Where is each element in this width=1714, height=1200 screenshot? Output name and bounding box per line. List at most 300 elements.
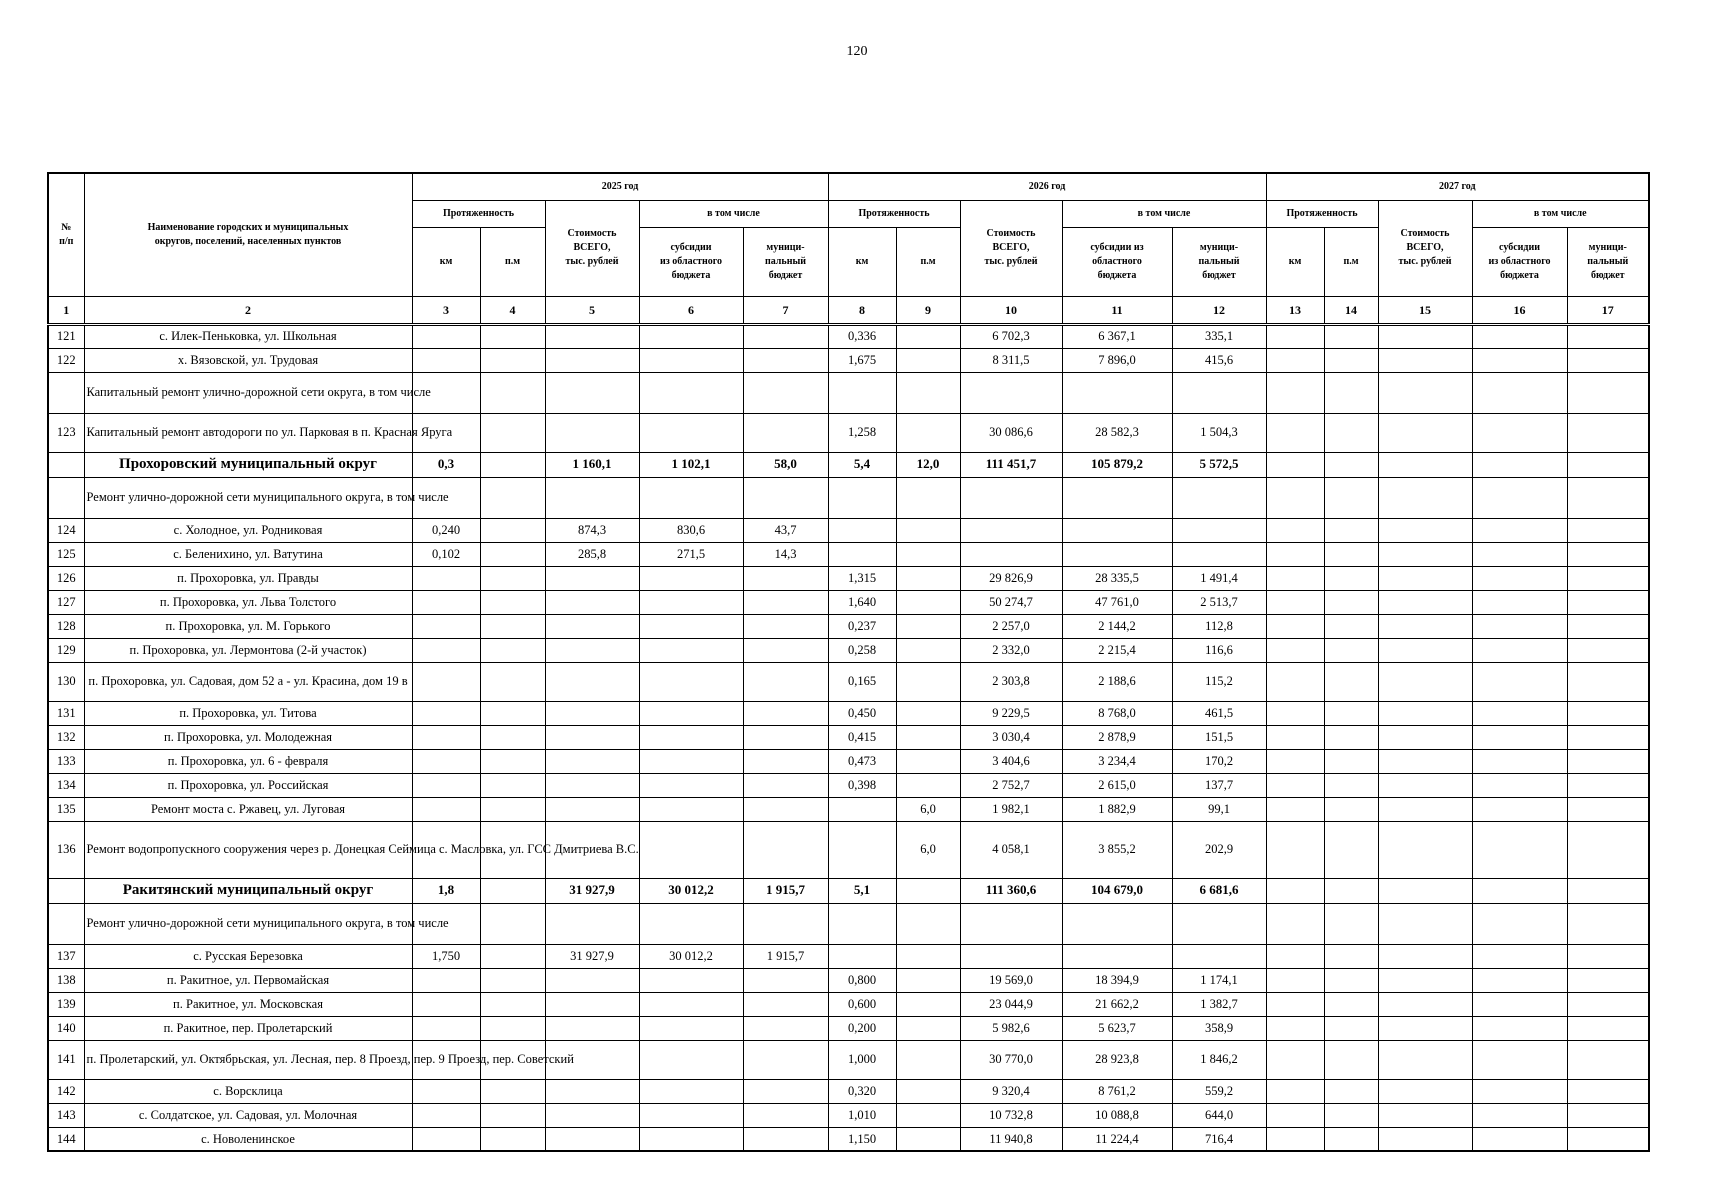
cell-col-11: 3 234,4: [1062, 749, 1172, 773]
cell-col-6: 830,6: [639, 518, 743, 542]
cell-col-7: [743, 797, 828, 821]
cell-col-10: [960, 372, 1062, 413]
header-including-2025: в том числе: [639, 200, 828, 227]
cell-col-15: [1378, 773, 1472, 797]
cell-col-16: [1472, 797, 1567, 821]
cell-col-8: [828, 944, 896, 968]
cell-col-3: [412, 725, 480, 749]
cell-col-17: [1567, 566, 1649, 590]
table-row: [48, 821, 1649, 878]
table-row: [48, 1103, 1649, 1127]
header-year-2026: 2026 год: [828, 173, 1266, 200]
cell-col-13: [1266, 452, 1324, 477]
cell-col-5: [545, 797, 639, 821]
header-name: Наименование городских и муниципальных округов, поселений, населенных пунктов: [84, 173, 412, 296]
settlement-name: п. Прохоровка, ул. Титова: [84, 701, 412, 725]
cell-col-8: 1,675: [828, 348, 896, 372]
cell-col-15: [1378, 372, 1472, 413]
cell-col-13: [1266, 903, 1324, 944]
cell-col-4: [480, 614, 545, 638]
cell-col-7: [743, 1040, 828, 1079]
cell-col-16: [1472, 566, 1567, 590]
cell-col-14: [1324, 773, 1378, 797]
cell-col-11: [1062, 944, 1172, 968]
cell-col-8: 1,315: [828, 566, 896, 590]
cell-col-10: 10 732,8: [960, 1103, 1062, 1127]
settlement-name: Капитальный ремонт автодороги по ул. Парковая в п. Красная Яруга: [84, 413, 412, 452]
column-number: 7: [743, 296, 828, 324]
cell-col-5: [545, 749, 639, 773]
cell-col-4: [480, 566, 545, 590]
cell-col-13: [1266, 518, 1324, 542]
cell-col-12: [1172, 944, 1266, 968]
table-row: [48, 638, 1649, 662]
cell-col-9: [896, 324, 960, 348]
cell-col-14: [1324, 701, 1378, 725]
cell-col-12: [1172, 903, 1266, 944]
cell-col-7: [743, 749, 828, 773]
cell-col-12: 99,1: [1172, 797, 1266, 821]
column-number: 12: [1172, 296, 1266, 324]
header-length-2026: Протяженность: [828, 200, 960, 227]
cell-col-11: 1 882,9: [1062, 797, 1172, 821]
table-row: [48, 542, 1649, 566]
cell-col-13: [1266, 566, 1324, 590]
table-header: [48, 173, 1649, 324]
cell-col-15: [1378, 1103, 1472, 1127]
cell-col-6: [639, 590, 743, 614]
table-row: [48, 773, 1649, 797]
cell-col-8: 1,258: [828, 413, 896, 452]
cell-col-5: [545, 372, 639, 413]
cell-col-11: [1062, 372, 1172, 413]
row-number: [48, 477, 84, 518]
cell-col-5: [545, 638, 639, 662]
cell-col-5: [545, 477, 639, 518]
cell-col-6: [639, 903, 743, 944]
cell-col-11: 104 679,0: [1062, 878, 1172, 903]
cell-col-6: [639, 797, 743, 821]
subheader-row: [48, 903, 1649, 944]
cell-col-8: 5,4: [828, 452, 896, 477]
cell-col-16: [1472, 542, 1567, 566]
cell-col-9: [896, 662, 960, 701]
header-municipal-2026: муници- пальный бюджет: [1172, 227, 1266, 296]
cell-col-6: [639, 992, 743, 1016]
cell-col-16: [1472, 518, 1567, 542]
cell-col-10: 11 940,8: [960, 1127, 1062, 1151]
cell-col-15: [1378, 477, 1472, 518]
cell-col-17: [1567, 725, 1649, 749]
settlement-name: п. Ракитное, ул. Первомайская: [84, 968, 412, 992]
cell-col-8: 0,320: [828, 1079, 896, 1103]
row-number: 144: [48, 1127, 84, 1151]
column-number: 15: [1378, 296, 1472, 324]
cell-col-13: [1266, 773, 1324, 797]
cell-col-7: [743, 413, 828, 452]
cell-col-8: 0,398: [828, 773, 896, 797]
row-number: 137: [48, 944, 84, 968]
cell-col-16: [1472, 452, 1567, 477]
cell-col-10: 29 826,9: [960, 566, 1062, 590]
cell-col-10: 3 030,4: [960, 725, 1062, 749]
cell-col-8: 0,237: [828, 614, 896, 638]
cell-col-3: [412, 1079, 480, 1103]
cell-col-14: [1324, 590, 1378, 614]
cell-col-6: [639, 1079, 743, 1103]
cell-col-4: [480, 518, 545, 542]
table-row: [48, 701, 1649, 725]
cell-col-10: 111 360,6: [960, 878, 1062, 903]
column-number: 8: [828, 296, 896, 324]
cell-col-7: [743, 773, 828, 797]
cell-col-16: [1472, 324, 1567, 348]
column-number: 14: [1324, 296, 1378, 324]
cell-col-15: [1378, 992, 1472, 1016]
cell-col-16: [1472, 773, 1567, 797]
cell-col-3: 1,8: [412, 878, 480, 903]
cell-col-4: [480, 372, 545, 413]
table-row: [48, 1079, 1649, 1103]
cell-col-6: [639, 725, 743, 749]
row-number: 124: [48, 518, 84, 542]
cell-col-16: [1472, 614, 1567, 638]
cell-col-3: [412, 968, 480, 992]
subheader-row: [48, 477, 1649, 518]
cell-col-5: 874,3: [545, 518, 639, 542]
cell-col-6: [639, 614, 743, 638]
cell-col-15: [1378, 968, 1472, 992]
cell-col-12: 5 572,5: [1172, 452, 1266, 477]
section-row: [48, 452, 1649, 477]
cell-col-17: [1567, 773, 1649, 797]
cell-col-3: [412, 1127, 480, 1151]
cell-col-9: [896, 968, 960, 992]
cell-col-9: [896, 701, 960, 725]
cell-col-7: [743, 1079, 828, 1103]
cell-col-8: 0,415: [828, 725, 896, 749]
cell-col-7: [743, 1016, 828, 1040]
cell-col-7: 1 915,7: [743, 944, 828, 968]
cell-col-5: [545, 324, 639, 348]
cell-col-13: [1266, 797, 1324, 821]
settlement-name: с. Беленихино, ул. Ватутина: [84, 542, 412, 566]
table-row: [48, 614, 1649, 638]
cell-col-6: [639, 324, 743, 348]
row-number: 133: [48, 749, 84, 773]
cell-col-3: 1,750: [412, 944, 480, 968]
cell-col-16: [1472, 701, 1567, 725]
settlement-name: п. Прохоровка, ул. Российская: [84, 773, 412, 797]
cell-col-12: 559,2: [1172, 1079, 1266, 1103]
cell-col-14: [1324, 542, 1378, 566]
cell-col-11: [1062, 518, 1172, 542]
cell-col-15: [1378, 821, 1472, 878]
cell-col-13: [1266, 590, 1324, 614]
cell-col-16: [1472, 1103, 1567, 1127]
row-number: [48, 903, 84, 944]
header-pm-2025: п.м: [480, 227, 545, 296]
settlement-name: с. Солдатское, ул. Садовая, ул. Молочная: [84, 1103, 412, 1127]
table-body: [48, 324, 1649, 1151]
cell-col-14: [1324, 821, 1378, 878]
cell-col-12: 115,2: [1172, 662, 1266, 701]
cell-col-11: 105 879,2: [1062, 452, 1172, 477]
settlement-name: п. Прохоровка, ул. Садовая, дом 52 а - ул. Красина, дом 19 в: [84, 662, 412, 701]
cell-col-15: [1378, 1040, 1472, 1079]
cell-col-11: 18 394,9: [1062, 968, 1172, 992]
subheader-row: [48, 372, 1649, 413]
cell-col-10: 6 702,3: [960, 324, 1062, 348]
cell-col-15: [1378, 749, 1472, 773]
column-number: 5: [545, 296, 639, 324]
cell-col-14: [1324, 1016, 1378, 1040]
table-row: [48, 413, 1649, 452]
cell-col-15: [1378, 638, 1472, 662]
cell-col-17: [1567, 1040, 1649, 1079]
cell-col-10: [960, 542, 1062, 566]
cell-col-11: 28 335,5: [1062, 566, 1172, 590]
cell-col-10: 50 274,7: [960, 590, 1062, 614]
row-number: 132: [48, 725, 84, 749]
cell-col-12: 358,9: [1172, 1016, 1266, 1040]
settlement-name: п. Прохоровка, ул. Правды: [84, 566, 412, 590]
cell-col-13: [1266, 968, 1324, 992]
cell-col-16: [1472, 1040, 1567, 1079]
cell-col-10: 23 044,9: [960, 992, 1062, 1016]
settlement-name: с. Русская Березовка: [84, 944, 412, 968]
row-number: 134: [48, 773, 84, 797]
cell-col-10: 19 569,0: [960, 968, 1062, 992]
cell-col-4: [480, 944, 545, 968]
cell-col-9: [896, 725, 960, 749]
cell-col-8: 0,800: [828, 968, 896, 992]
header-length-2027: Протяженность: [1266, 200, 1378, 227]
cell-col-8: 0,450: [828, 701, 896, 725]
cell-col-11: 2 144,2: [1062, 614, 1172, 638]
cell-col-4: [480, 638, 545, 662]
cell-col-4: [480, 878, 545, 903]
cell-col-9: 6,0: [896, 797, 960, 821]
cell-col-9: [896, 518, 960, 542]
cell-col-14: [1324, 518, 1378, 542]
cell-col-14: [1324, 638, 1378, 662]
cell-col-9: [896, 749, 960, 773]
cell-col-8: 0,200: [828, 1016, 896, 1040]
column-number: 10: [960, 296, 1062, 324]
header-km-2027: км: [1266, 227, 1324, 296]
column-number: 3: [412, 296, 480, 324]
cell-col-15: [1378, 878, 1472, 903]
cell-col-4: [480, 590, 545, 614]
cell-col-3: [412, 324, 480, 348]
cell-col-3: 0,3: [412, 452, 480, 477]
cell-col-12: [1172, 372, 1266, 413]
table-row: [48, 348, 1649, 372]
header-row-number: № п/п: [48, 173, 84, 296]
cell-col-12: 461,5: [1172, 701, 1266, 725]
cell-col-16: [1472, 944, 1567, 968]
row-number: 140: [48, 1016, 84, 1040]
cell-col-6: [639, 1016, 743, 1040]
column-number: 13: [1266, 296, 1324, 324]
cell-col-14: [1324, 1127, 1378, 1151]
cell-col-8: 1,000: [828, 1040, 896, 1079]
cell-col-12: 1 504,3: [1172, 413, 1266, 452]
cell-col-7: [743, 701, 828, 725]
cell-col-5: [545, 1103, 639, 1127]
settlement-name: с. Илек-Пеньковка, ул. Школьная: [84, 324, 412, 348]
cell-col-13: [1266, 1040, 1324, 1079]
cell-col-6: [639, 1127, 743, 1151]
cell-col-11: 7 896,0: [1062, 348, 1172, 372]
cell-col-3: 0,240: [412, 518, 480, 542]
cell-col-14: [1324, 324, 1378, 348]
cell-col-11: 2 878,9: [1062, 725, 1172, 749]
cell-col-8: 1,150: [828, 1127, 896, 1151]
row-number: 131: [48, 701, 84, 725]
cell-col-15: [1378, 662, 1472, 701]
table-row: [48, 749, 1649, 773]
cell-col-15: [1378, 413, 1472, 452]
cell-col-17: [1567, 944, 1649, 968]
cell-col-11: 2 215,4: [1062, 638, 1172, 662]
header-cost-2025: Стоимость ВСЕГО, тыс. рублей: [545, 200, 639, 296]
table-row: [48, 725, 1649, 749]
cell-col-14: [1324, 413, 1378, 452]
cell-col-8: [828, 372, 896, 413]
cell-col-4: [480, 662, 545, 701]
cell-col-4: [480, 324, 545, 348]
cell-col-7: [743, 903, 828, 944]
cell-col-8: [828, 797, 896, 821]
cell-col-12: [1172, 477, 1266, 518]
row-number: 138: [48, 968, 84, 992]
header-including-2027: в том числе: [1472, 200, 1649, 227]
cell-col-8: [828, 518, 896, 542]
cell-col-6: [639, 749, 743, 773]
settlement-name: х. Вязовской, ул. Трудовая: [84, 348, 412, 372]
cell-col-15: [1378, 701, 1472, 725]
row-number: [48, 878, 84, 903]
header-subsidy-2027: субсидии из областного бюджета: [1472, 227, 1567, 296]
cell-col-17: [1567, 701, 1649, 725]
cell-col-5: [545, 348, 639, 372]
cell-col-17: [1567, 638, 1649, 662]
cell-col-11: 8 761,2: [1062, 1079, 1172, 1103]
cell-col-11: [1062, 477, 1172, 518]
cell-col-8: [828, 821, 896, 878]
cell-col-17: [1567, 590, 1649, 614]
cell-col-14: [1324, 452, 1378, 477]
cell-col-4: [480, 903, 545, 944]
cell-col-17: [1567, 903, 1649, 944]
cell-col-6: [639, 566, 743, 590]
cell-col-3: [412, 1103, 480, 1127]
cell-col-5: 31 927,9: [545, 878, 639, 903]
cell-col-16: [1472, 749, 1567, 773]
cell-col-7: 43,7: [743, 518, 828, 542]
cell-col-13: [1266, 542, 1324, 566]
cell-col-4: [480, 701, 545, 725]
row-number: 136: [48, 821, 84, 878]
cell-col-15: [1378, 590, 1472, 614]
cell-col-12: 1 382,7: [1172, 992, 1266, 1016]
cell-col-8: [828, 542, 896, 566]
header-year-2027: 2027 год: [1266, 173, 1649, 200]
cell-col-12: 335,1: [1172, 324, 1266, 348]
cell-col-6: [639, 477, 743, 518]
cell-col-13: [1266, 324, 1324, 348]
cell-col-8: 0,336: [828, 324, 896, 348]
cell-col-16: [1472, 348, 1567, 372]
cell-col-10: 4 058,1: [960, 821, 1062, 878]
cell-col-6: 30 012,2: [639, 944, 743, 968]
cell-col-17: [1567, 348, 1649, 372]
cell-col-17: [1567, 413, 1649, 452]
cell-col-10: 111 451,7: [960, 452, 1062, 477]
cell-col-13: [1266, 413, 1324, 452]
cell-col-16: [1472, 372, 1567, 413]
cell-col-10: [960, 518, 1062, 542]
cell-col-15: [1378, 1127, 1472, 1151]
cell-col-11: 8 768,0: [1062, 701, 1172, 725]
cell-col-16: [1472, 725, 1567, 749]
row-number: 126: [48, 566, 84, 590]
cell-col-3: [412, 348, 480, 372]
cell-col-16: [1472, 878, 1567, 903]
table-row: [48, 992, 1649, 1016]
cell-col-12: 716,4: [1172, 1127, 1266, 1151]
header-pm-2026: п.м: [896, 227, 960, 296]
cell-col-7: [743, 614, 828, 638]
cell-col-8: 1,010: [828, 1103, 896, 1127]
table-row: [48, 1040, 1649, 1079]
cell-col-12: 151,5: [1172, 725, 1266, 749]
header-pm-2027: п.м: [1324, 227, 1378, 296]
road-repair-table: [47, 172, 1650, 1152]
cell-col-17: [1567, 452, 1649, 477]
table-row: [48, 518, 1649, 542]
settlement-name: с. Новоленинское: [84, 1127, 412, 1151]
row-number: [48, 372, 84, 413]
cell-col-3: 0,102: [412, 542, 480, 566]
table-row: [48, 1016, 1649, 1040]
cell-col-10: 9 320,4: [960, 1079, 1062, 1103]
cell-col-14: [1324, 1103, 1378, 1127]
cell-col-14: [1324, 749, 1378, 773]
cell-col-17: [1567, 662, 1649, 701]
settlement-name: Ремонт улично-дорожной сети муниципального округа, в том числе: [84, 477, 412, 518]
table-row: [48, 944, 1649, 968]
cell-col-17: [1567, 797, 1649, 821]
cell-col-13: [1266, 477, 1324, 518]
cell-col-9: [896, 542, 960, 566]
cell-col-14: [1324, 944, 1378, 968]
cell-col-5: [545, 773, 639, 797]
cell-col-13: [1266, 372, 1324, 413]
cell-col-4: [480, 413, 545, 452]
cell-col-3: [412, 590, 480, 614]
cell-col-14: [1324, 566, 1378, 590]
cell-col-10: 5 982,6: [960, 1016, 1062, 1040]
cell-col-3: [412, 701, 480, 725]
cell-col-14: [1324, 968, 1378, 992]
cell-col-11: 28 923,8: [1062, 1040, 1172, 1079]
settlement-name: Прохоровский муниципальный округ: [84, 452, 412, 477]
cell-col-6: [639, 821, 743, 878]
cell-col-4: [480, 1079, 545, 1103]
